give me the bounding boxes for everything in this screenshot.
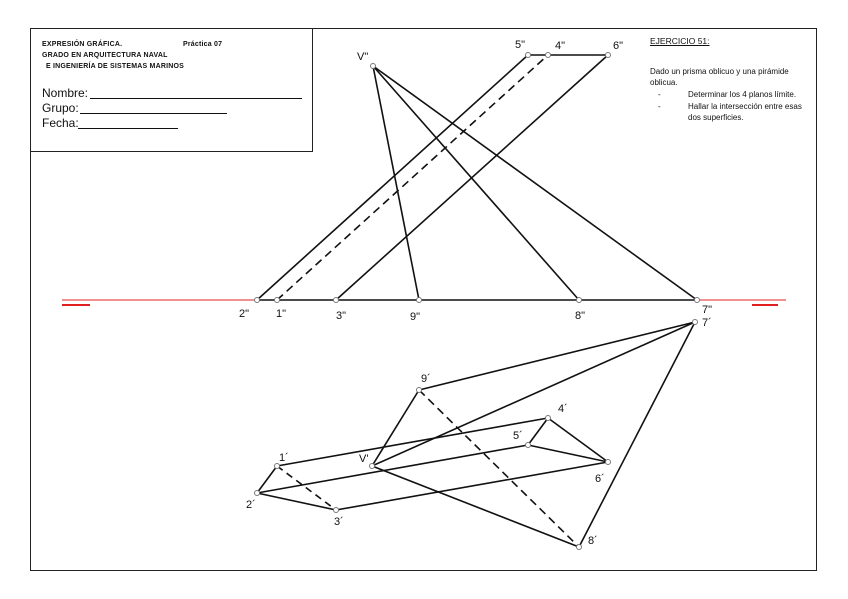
point-v-plan bbox=[370, 464, 375, 469]
label-8-elev: 8" bbox=[575, 310, 586, 322]
exercise-description: Dado un prisma oblicuo y una pirámide oblicua. bbox=[650, 67, 789, 87]
point-7-elev bbox=[695, 298, 700, 303]
label-7-plan: 7´ bbox=[702, 317, 712, 329]
date-label: Fecha: bbox=[42, 116, 79, 130]
prism-base-2-3 bbox=[257, 493, 336, 510]
pyramid-edge-v-7 bbox=[373, 66, 697, 300]
label-4-plan: 4´ bbox=[558, 403, 568, 415]
label-8-plan: 8´ bbox=[588, 535, 598, 547]
task-text: Determinar los 4 planos límite. bbox=[688, 90, 797, 99]
prism-top-4-5 bbox=[528, 418, 548, 445]
label-v-elev: V" bbox=[357, 51, 369, 63]
point-8-elev bbox=[577, 298, 582, 303]
label-5-plan: 5´ bbox=[513, 430, 523, 442]
pyramid-edge-v-7-plan bbox=[372, 322, 695, 466]
pyramid-edge-v-9 bbox=[373, 66, 419, 300]
label-1-elev: 1" bbox=[276, 308, 287, 320]
prism-edge-2-5-plan bbox=[257, 445, 528, 493]
practice-number: Práctica 07 bbox=[183, 41, 223, 48]
point-4-plan bbox=[546, 416, 551, 421]
pyramid-base-9-8-hidden bbox=[419, 390, 579, 547]
label-6-plan: 6´ bbox=[595, 473, 605, 485]
label-1-plan: 1´ bbox=[279, 452, 289, 464]
group-label: Grupo: bbox=[42, 101, 79, 115]
point-1-elev bbox=[275, 298, 280, 303]
point-3-elev bbox=[334, 298, 339, 303]
degree-line-2: E INGENIERÍA DE SISTEMAS MARINOS bbox=[46, 63, 184, 70]
exercise-title: EJERCICIO 51: bbox=[650, 36, 710, 46]
task-text: Hallar la intersección entre esas dos superficies. bbox=[688, 102, 802, 122]
point-2-plan bbox=[255, 491, 260, 496]
point-6-plan bbox=[606, 460, 611, 465]
point-v-elev bbox=[371, 64, 376, 69]
label-v-plan: V' bbox=[359, 453, 369, 465]
prism-edge-2-5 bbox=[257, 55, 528, 300]
label-3-plan: 3´ bbox=[334, 516, 344, 528]
point-9-plan bbox=[417, 388, 422, 393]
point-1-plan bbox=[275, 464, 280, 469]
point-6-elev bbox=[606, 53, 611, 58]
task-bullet: - bbox=[658, 102, 661, 111]
label-9-plan: 9´ bbox=[421, 373, 431, 385]
prism-edge-1-4-plan bbox=[277, 418, 548, 466]
point-8-plan bbox=[577, 545, 582, 550]
point-5-plan bbox=[526, 443, 531, 448]
pyramid-base-9-7 bbox=[419, 322, 695, 390]
elevation-view bbox=[257, 55, 697, 300]
point-3-plan bbox=[334, 508, 339, 513]
plan-view bbox=[257, 322, 695, 547]
point-labels bbox=[239, 39, 712, 547]
subject-header: EXPRESIÓN GRÁFICA. bbox=[42, 41, 123, 48]
name-label: Nombre: bbox=[42, 86, 89, 100]
label-2-elev: 2" bbox=[239, 308, 250, 320]
label-4-elev: 4" bbox=[555, 40, 566, 52]
pyramid-base-8-7 bbox=[579, 322, 695, 547]
label-7-elev: 7" bbox=[702, 304, 713, 316]
point-markers bbox=[255, 53, 700, 550]
pyramid-edge-v-9-plan bbox=[372, 390, 419, 466]
task-bullet: - bbox=[658, 90, 661, 99]
degree-line-1: GRADO EN ARQUITECTURA NAVAL bbox=[42, 52, 168, 59]
label-5-elev: 5" bbox=[515, 39, 526, 51]
label-6-elev: 6" bbox=[613, 40, 624, 52]
point-2-elev bbox=[255, 298, 260, 303]
point-7-plan bbox=[693, 320, 698, 325]
point-4-elev bbox=[546, 53, 551, 58]
label-3-elev: 3" bbox=[336, 310, 347, 322]
prism-edge-3-6-plan bbox=[336, 462, 608, 510]
prism-base-2-1 bbox=[257, 466, 277, 493]
label-2-plan: 2´ bbox=[246, 499, 256, 511]
pyramid-edge-v-8-plan bbox=[372, 466, 579, 547]
point-5-elev bbox=[526, 53, 531, 58]
point-9-elev bbox=[417, 298, 422, 303]
label-9-elev: 9" bbox=[410, 311, 421, 323]
